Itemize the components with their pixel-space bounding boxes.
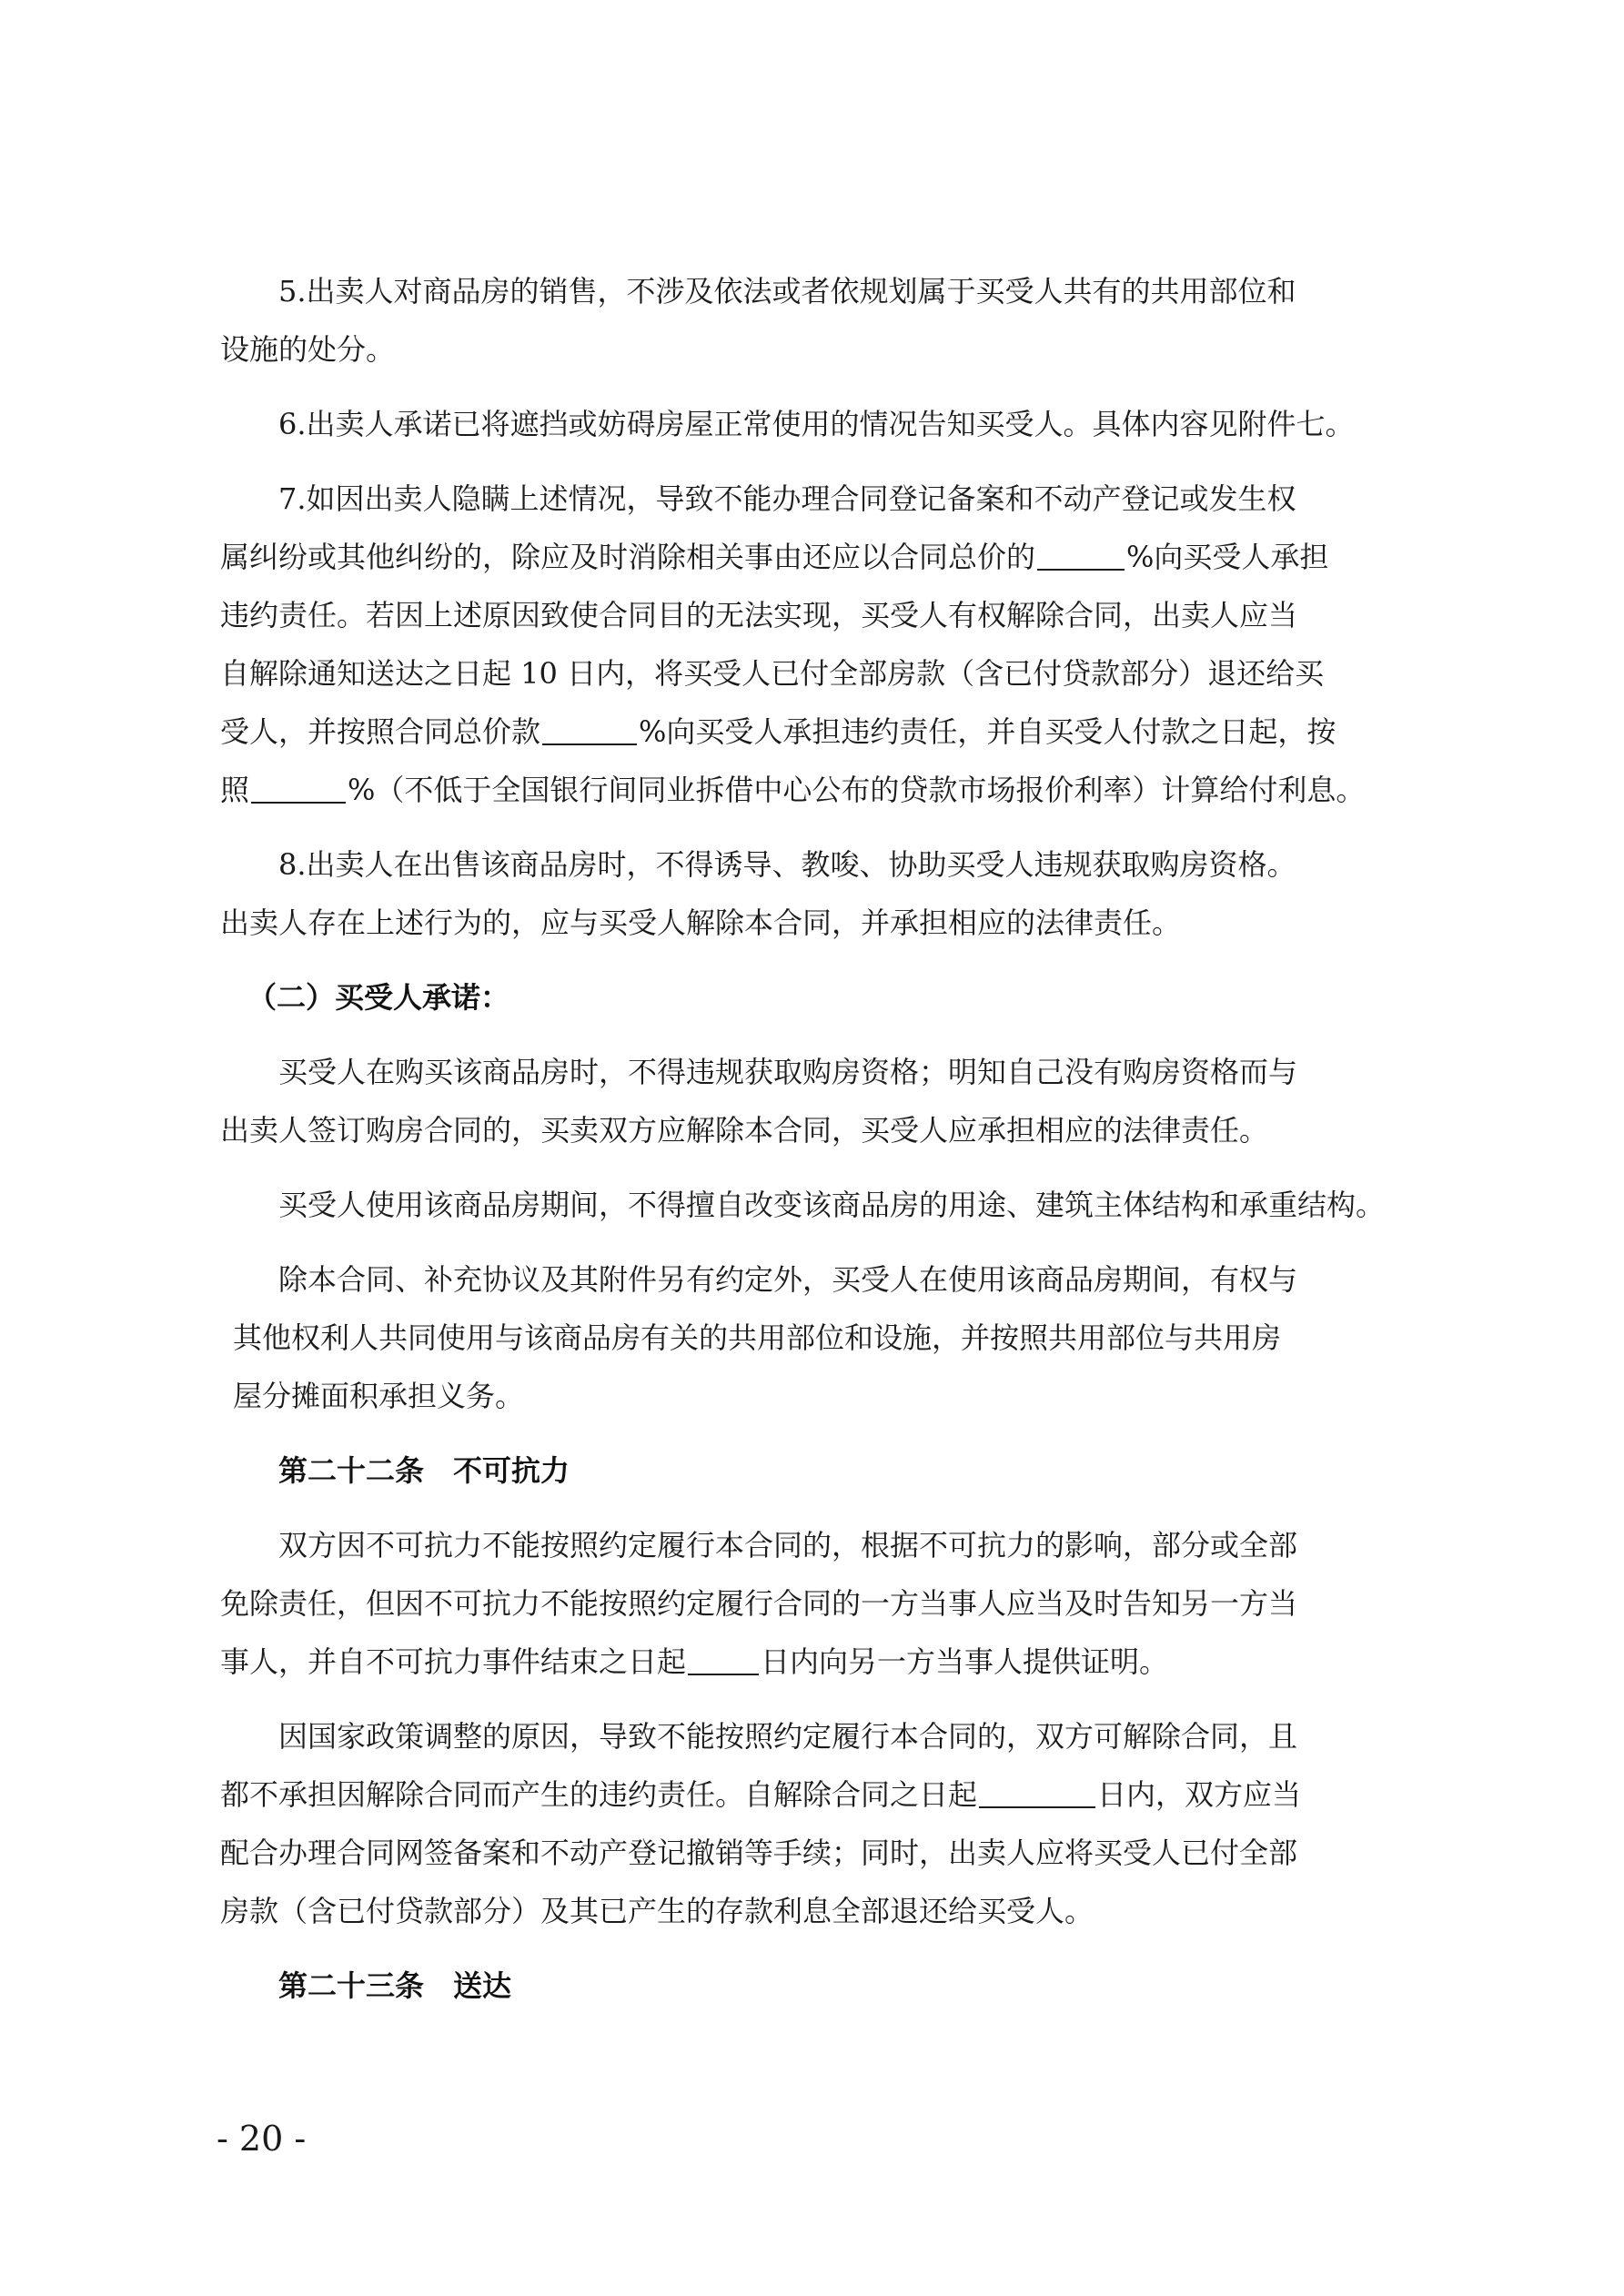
- fill-blank: [542, 716, 637, 745]
- paragraph-8-line-2: 出卖人存在上述行为的，应与买受人解除本合同，并承担相应的法律责任。: [220, 905, 1182, 940]
- paragraph-5-line-1: 5.出卖人对商品房的销售，不涉及依法或者依规划属于买受人共有的共用部位和: [278, 274, 1296, 308]
- article-22-p2-line-2-text-b: 日内，双方应当: [1097, 1777, 1302, 1812]
- article-22-paragraph-1-line-1: 双方因不可抗力不能按照约定履行本合同的，根据不可抗力的影响，部分或全部: [278, 1528, 1298, 1563]
- article-22-heading: 第二十二条 不可抗力: [278, 1453, 570, 1488]
- buyer-paragraph-3-line-3: 屋分摊面积承担义务。: [233, 1379, 525, 1413]
- buyer-paragraph-3-line-1: 除本合同、补充协议及其附件另有约定外，买受人在使用该商品房期间，有权与: [278, 1262, 1298, 1297]
- article-22-paragraph-2-line-4: 房款（含已付贷款部分）及其已产生的存款利息全部退还给买受人。: [220, 1894, 1094, 1928]
- paragraph-7-line-6-text: 照: [220, 773, 250, 807]
- paragraph-7-line-3: 违约责任。若因上述原因致使合同目的无法实现，买受人有权解除合同，出卖人应当: [220, 598, 1298, 632]
- fill-blank: [1037, 541, 1125, 571]
- buyer-paragraph-1-line-1: 买受人在购买该商品房时，不得违规获取购房资格；明知自己没有购房资格而与: [278, 1055, 1298, 1089]
- article-22-paragraph-1-line-3: [220, 1642, 1168, 1682]
- fill-blank: [979, 1779, 1095, 1808]
- buyer-commitment-heading: （二）买受人承诺：: [247, 980, 510, 1015]
- paragraph-7-line-5-text: 受人，并按照合同总价款: [220, 714, 541, 749]
- paragraph-7-line-6: [220, 770, 1365, 810]
- paragraph-7-line-2-text: 属纠纷或其他纠纷的，除应及时消除相关事由还应以合同总价的: [220, 540, 1036, 574]
- paragraph-7-line-2: [220, 537, 1328, 577]
- paragraph-7-line-5-text-b: %向买受人承担违约责任，并自买受人付款之日起，按: [639, 714, 1337, 749]
- fill-blank: [688, 1646, 759, 1675]
- fill-blank: [251, 774, 346, 804]
- article-22-paragraph-2-line-2: [220, 1775, 1301, 1815]
- article-22-paragraph-1-line-2: 免除责任，但因不可抗力不能按照约定履行合同的一方当事人应当及时告知另一方当: [220, 1586, 1298, 1621]
- paragraph-7-line-1: 7.如因出卖人隐瞒上述情况，导致不能办理合同登记备案和不动产登记或发生权: [278, 481, 1296, 516]
- article-22-paragraph-2-line-1: 因国家政策调整的原因，导致不能按照约定履行本合同的，双方可解除合同，且: [278, 1719, 1298, 1754]
- buyer-paragraph-2: 买受人使用该商品房期间，不得擅自改变该商品房的用途、建筑主体结构和承重结构。: [278, 1188, 1386, 1222]
- paragraph-7-line-2-text-b: %向买受人承担: [1126, 540, 1329, 574]
- article-22-line-3-text: 事人，并自不可抗力事件结束之日起: [220, 1644, 687, 1679]
- paragraph-6: 6.出卖人承诺已将遮挡或妨碍房屋正常使用的情况告知买受人。具体内容见附件七。: [278, 407, 1355, 441]
- buyer-paragraph-1-line-2: 出卖人签订购房合同的，买卖双方应解除本合同，买受人应承担相应的法律责任。: [220, 1113, 1269, 1148]
- article-22-paragraph-2-line-3: 配合办理合同网签备案和不动产登记撤销等手续；同时，出卖人应将买受人已付全部: [220, 1836, 1298, 1870]
- article-22-p2-line-2-text: 都不承担因解除合同而产生的违约责任。自解除合同之日起: [220, 1777, 978, 1812]
- paragraph-7-line-6-text-b: %（不低于全国银行间同业拆借中心公布的贷款市场报价利率）计算给付利息。: [348, 773, 1366, 807]
- paragraph-7-line-4: 自解除通知送达之日起 10 日内，将买受人已付全部房款（含已付贷款部分）退还给买: [220, 656, 1325, 691]
- buyer-paragraph-3-line-2: 其他权利人共同使用与该商品房有关的共用部位和设施，并按照共用部位与共用房: [233, 1320, 1282, 1355]
- page-number: - 20 -: [217, 2119, 307, 2159]
- paragraph-8-line-1: 8.出卖人在出售该商品房时，不得诱导、教唆、协助买受人违规获取购房资格。: [278, 847, 1296, 882]
- article-23-heading: 第二十三条 送达: [278, 1968, 512, 2003]
- article-22-line-3-text-b: 日内向另一方当事人提供证明。: [761, 1644, 1169, 1679]
- paragraph-5-line-2: 设施的处分。: [220, 332, 396, 367]
- paragraph-7-line-5: [220, 712, 1336, 752]
